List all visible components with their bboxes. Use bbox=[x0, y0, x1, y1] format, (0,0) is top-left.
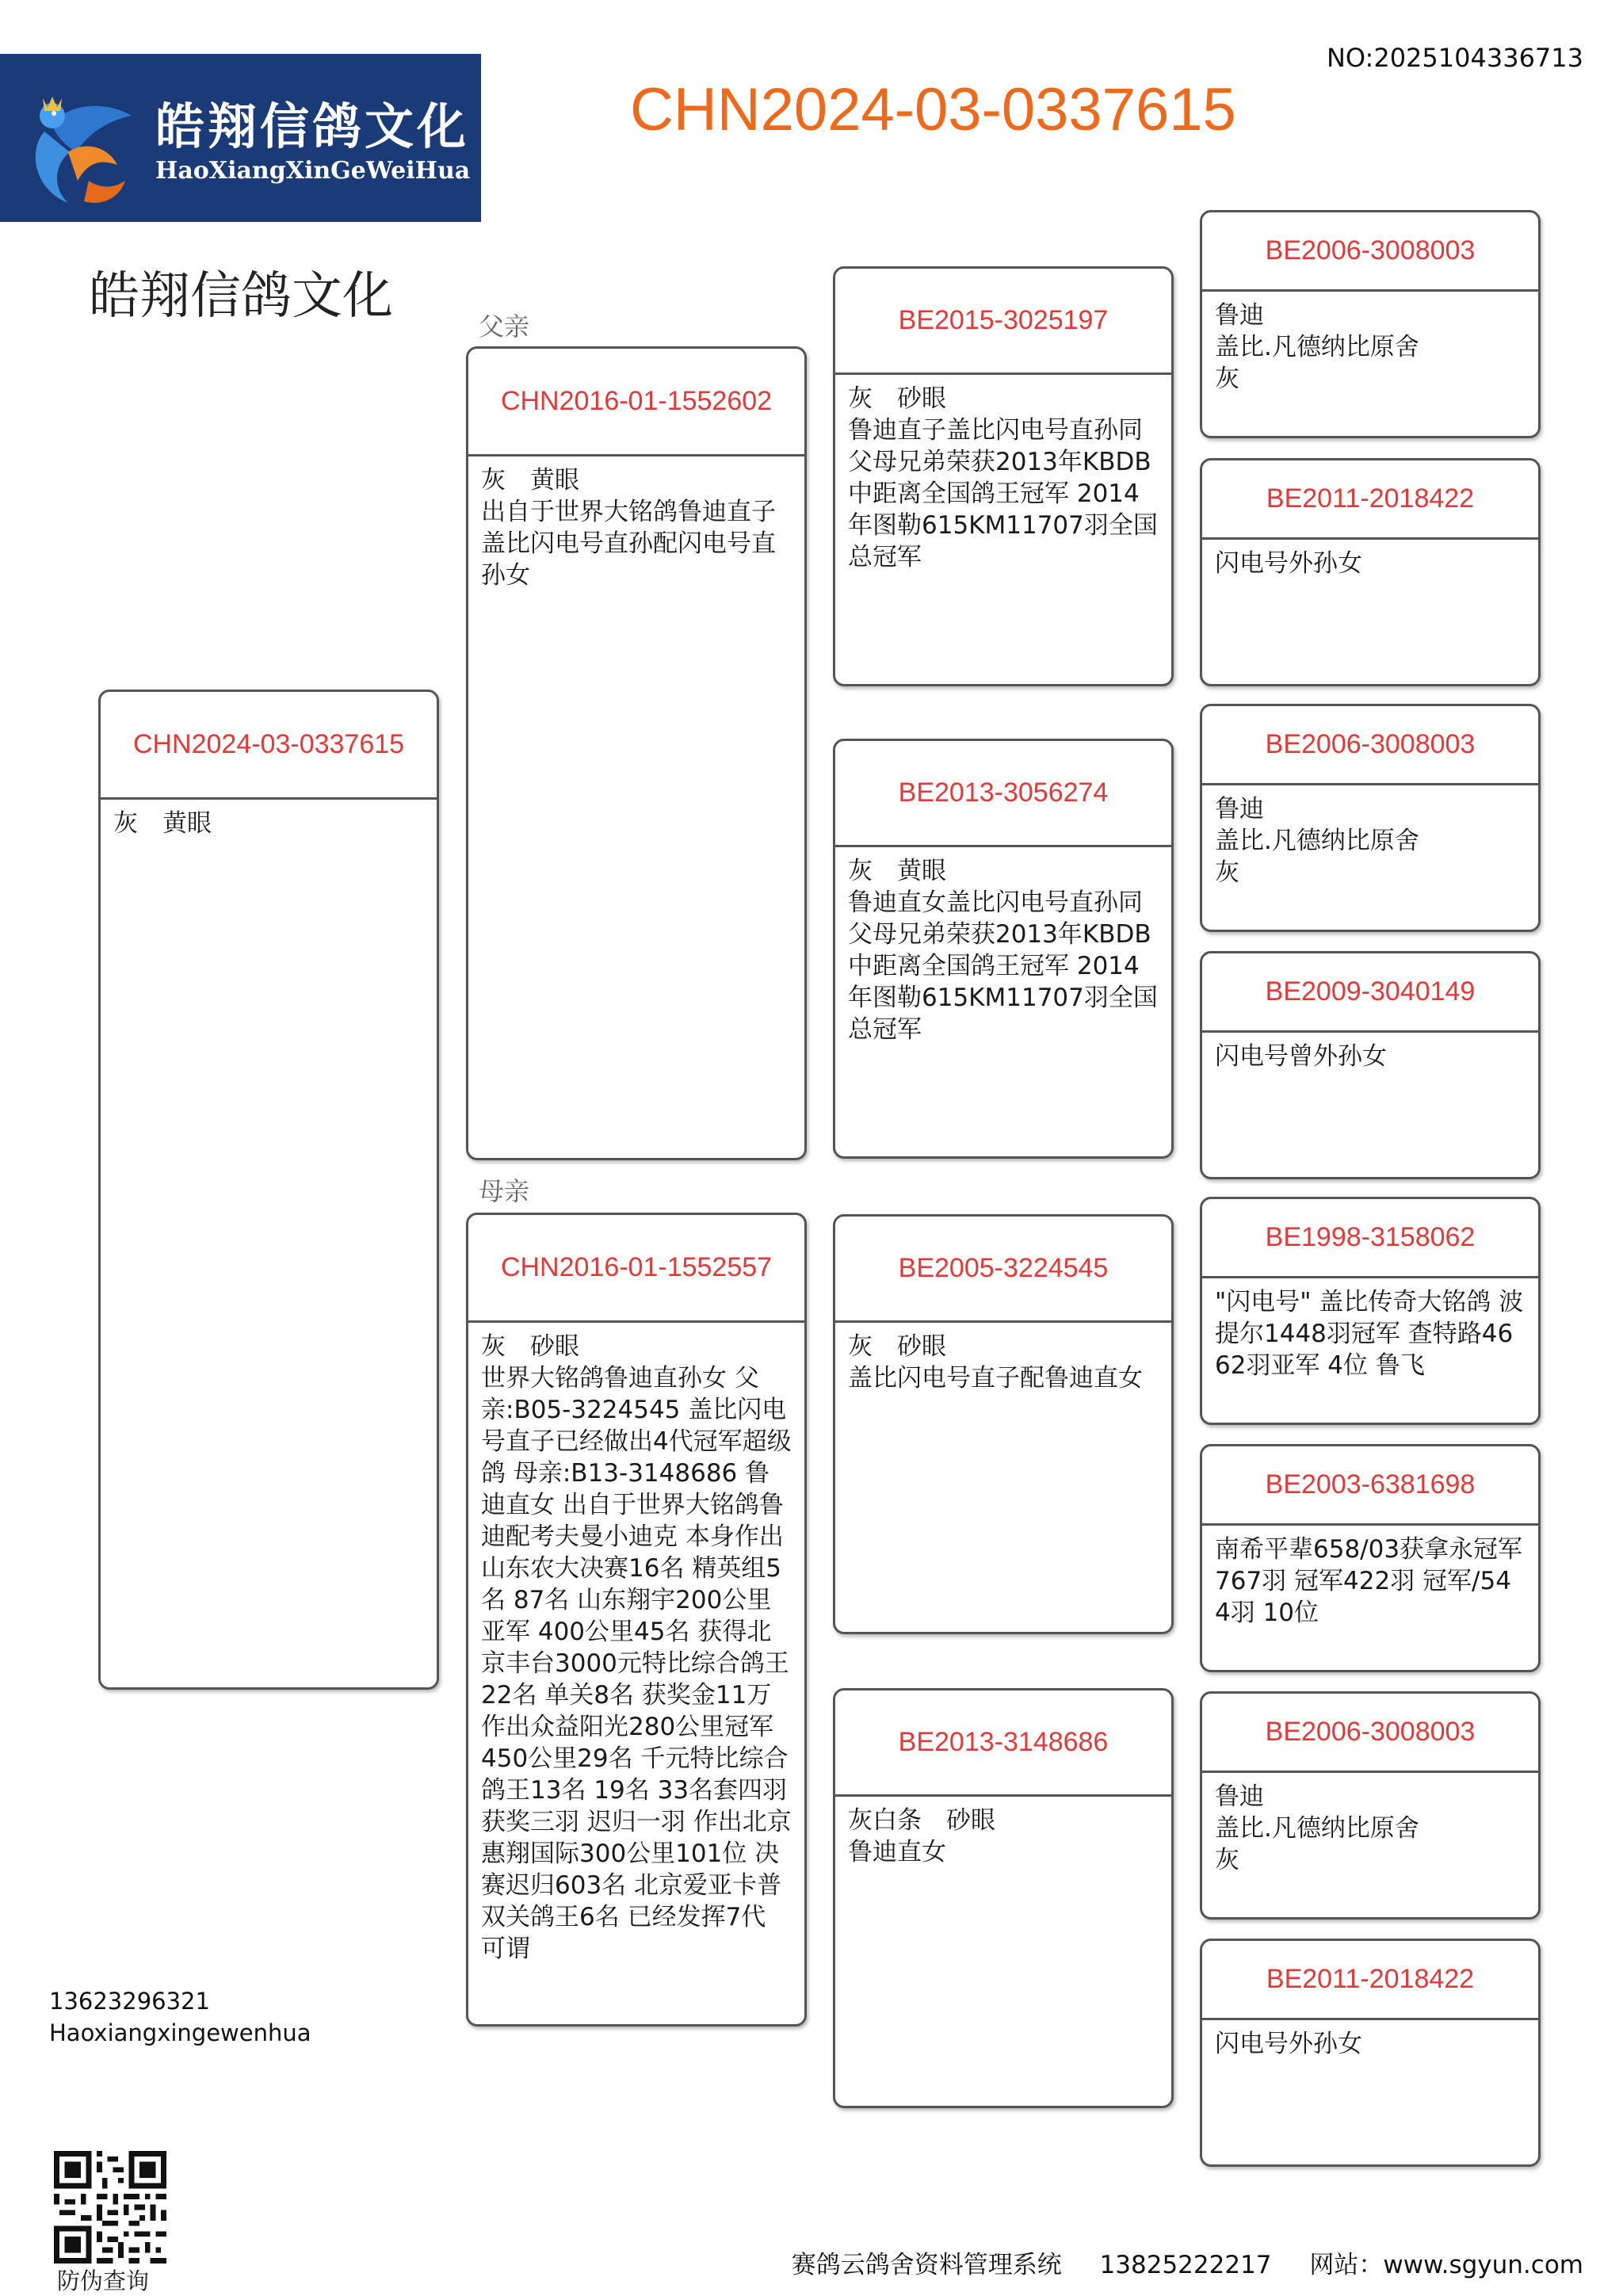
great-grandparent-ring: BE2011-2018422 bbox=[1202, 460, 1538, 540]
great-grandparent-description: 闪电号外孙女 bbox=[1215, 549, 1362, 578]
logo-english-text: HaoXiangXinGeWeiHua bbox=[155, 157, 471, 185]
qr-code-icon[interactable] bbox=[54, 2151, 166, 2264]
footer-system: 赛鸽云鸽舍资料管理系统 bbox=[791, 2251, 1062, 2279]
bird-logo-icon bbox=[21, 70, 139, 212]
contact-phone: 13623296321 bbox=[49, 1988, 210, 2015]
great-grandparent-card[interactable] bbox=[1200, 1197, 1541, 1425]
grandparent-description: 灰 黄眼 鲁迪直女盖比闪电号直孙同父母兄弟荣获2013年KBDB中距离全国鸽王冠军 2014年图勒615KM11707羽全国总冠军 bbox=[848, 857, 1158, 1044]
sire-card[interactable] bbox=[466, 346, 807, 1160]
great-grandparent-description: "闪电号" 盖比传奇大铭鸽 波提尔1448羽冠军 查特路4662羽亚军 4位 鲁飞 bbox=[1215, 1288, 1524, 1380]
brand-logo bbox=[0, 54, 481, 222]
grandparent-card[interactable] bbox=[833, 1214, 1174, 1634]
sire-ring: CHN2016-01-1552602 bbox=[468, 349, 804, 457]
great-grandparent-card[interactable] bbox=[1200, 458, 1541, 686]
footer-phone: 13825222217 bbox=[1099, 2251, 1272, 2279]
grandparent-card[interactable] bbox=[833, 739, 1174, 1159]
great-grandparent-ring: BE1998-3158062 bbox=[1202, 1199, 1538, 1278]
mother-label: 母亲 bbox=[479, 1176, 530, 1206]
grandparent-ring: BE2005-3224545 bbox=[835, 1217, 1171, 1323]
great-grandparent-description: 鲁迪 盖比.凡德纳比原舍 灰 bbox=[1215, 1782, 1419, 1874]
footer-website[interactable]: 网站：www.sgyun.com bbox=[1309, 2251, 1583, 2279]
grandparent-ring: BE2013-3056274 bbox=[835, 741, 1171, 847]
grandparent-card[interactable] bbox=[833, 1688, 1174, 2108]
great-grandparent-card[interactable] bbox=[1200, 704, 1541, 932]
sire-description: 灰 黄眼 出自于世界大铭鸽鲁迪直子盖比闪电号直孙配闪电号直孙女 bbox=[481, 466, 776, 590]
great-grandparent-ring: BE2006-3008003 bbox=[1202, 212, 1538, 292]
main-ring-number: CHN2024-03-0337615 bbox=[630, 76, 1236, 143]
grandparent-description: 灰 砂眼 鲁迪直子盖比闪电号直孙同父母兄弟荣获2013年KBDB中距离全国鸽王冠军 2014年图勒615KM11707羽全国总冠军 bbox=[848, 384, 1158, 571]
great-grandparent-card[interactable] bbox=[1200, 1691, 1541, 1920]
footer bbox=[792, 2244, 1583, 2280]
grandparent-ring: BE2013-3148686 bbox=[835, 1690, 1171, 1797]
great-grandparent-ring: BE2006-3008003 bbox=[1202, 706, 1538, 785]
great-grandparent-description: 闪电号曾外孙女 bbox=[1215, 1042, 1387, 1071]
great-grandparent-description: 鲁迪 盖比.凡德纳比原舍 灰 bbox=[1215, 795, 1419, 887]
subject-ring: CHN2024-03-0337615 bbox=[101, 692, 437, 800]
subject-card[interactable] bbox=[98, 690, 439, 1690]
logo-chinese-text: 皓翔信鸽文化 bbox=[155, 97, 470, 155]
great-grandparent-card[interactable] bbox=[1200, 951, 1541, 1179]
grandparent-card[interactable] bbox=[833, 266, 1174, 686]
subject-description: 灰 黄眼 bbox=[113, 809, 212, 838]
grandparent-ring: BE2015-3025197 bbox=[835, 269, 1171, 375]
grandparent-description: 灰白条 砂眼 鲁迪直女 bbox=[848, 1806, 995, 1866]
great-grandparent-description: 鲁迪 盖比.凡德纳比原舍 灰 bbox=[1215, 301, 1419, 393]
great-grandparent-card[interactable] bbox=[1200, 1444, 1541, 1672]
grandparent-description: 灰 砂眼 盖比闪电号直子配鲁迪直女 bbox=[848, 1332, 1143, 1392]
great-grandparent-ring: BE2011-2018422 bbox=[1202, 1941, 1538, 2020]
dam-card[interactable] bbox=[466, 1213, 807, 2027]
great-grandparent-ring: BE2003-6381698 bbox=[1202, 1446, 1538, 1526]
brand-title: 皓翔信鸽文化 bbox=[89, 267, 393, 326]
dam-description: 灰 砂眼 世界大铭鸽鲁迪直孙女 父亲:B05-3224545 盖比闪电号直子已经做出4代冠军超级鸽 母亲:B13-3148686 鲁迪直女 出自于世界大铭鸽鲁迪配考夫曼小迪克 本身作出山东农大决赛16名 精英组5名 87名 山东翔宇200公里亚军 400公里45名 获得北京丰台3000元特比综合鸽王22名 单关8名 获奖金11万 作出众益阳光280公里冠军 450公里29名 千元特比综合鸽王13名 19名 33名套四羽获奖三羽 迟归一羽 作出北京惠翔国际300公里101位 决赛迟归603名 北京爱亚卡普双关鸽王6名 已经发挥7代 可谓 bbox=[481, 1332, 792, 1963]
anti-counterfeit-label: 防伪查询 bbox=[57, 2267, 150, 2294]
contact-name: Haoxiangxingewenhua bbox=[49, 2019, 311, 2046]
great-grandparent-description: 南希平辈658/03获拿永冠军767羽 冠军422羽 冠军/544羽 10位 bbox=[1215, 1535, 1523, 1627]
great-grandparent-ring: BE2009-3040149 bbox=[1202, 953, 1538, 1033]
great-grandparent-description: 闪电号外孙女 bbox=[1215, 2030, 1362, 2058]
great-grandparent-card[interactable] bbox=[1200, 210, 1541, 438]
great-grandparent-card[interactable] bbox=[1200, 1939, 1541, 2167]
great-grandparent-ring: BE2006-3008003 bbox=[1202, 1694, 1538, 1773]
document-number: NO:2025104336713 bbox=[1326, 43, 1583, 73]
father-label: 父亲 bbox=[479, 311, 530, 342]
dam-ring: CHN2016-01-1552557 bbox=[468, 1215, 804, 1323]
